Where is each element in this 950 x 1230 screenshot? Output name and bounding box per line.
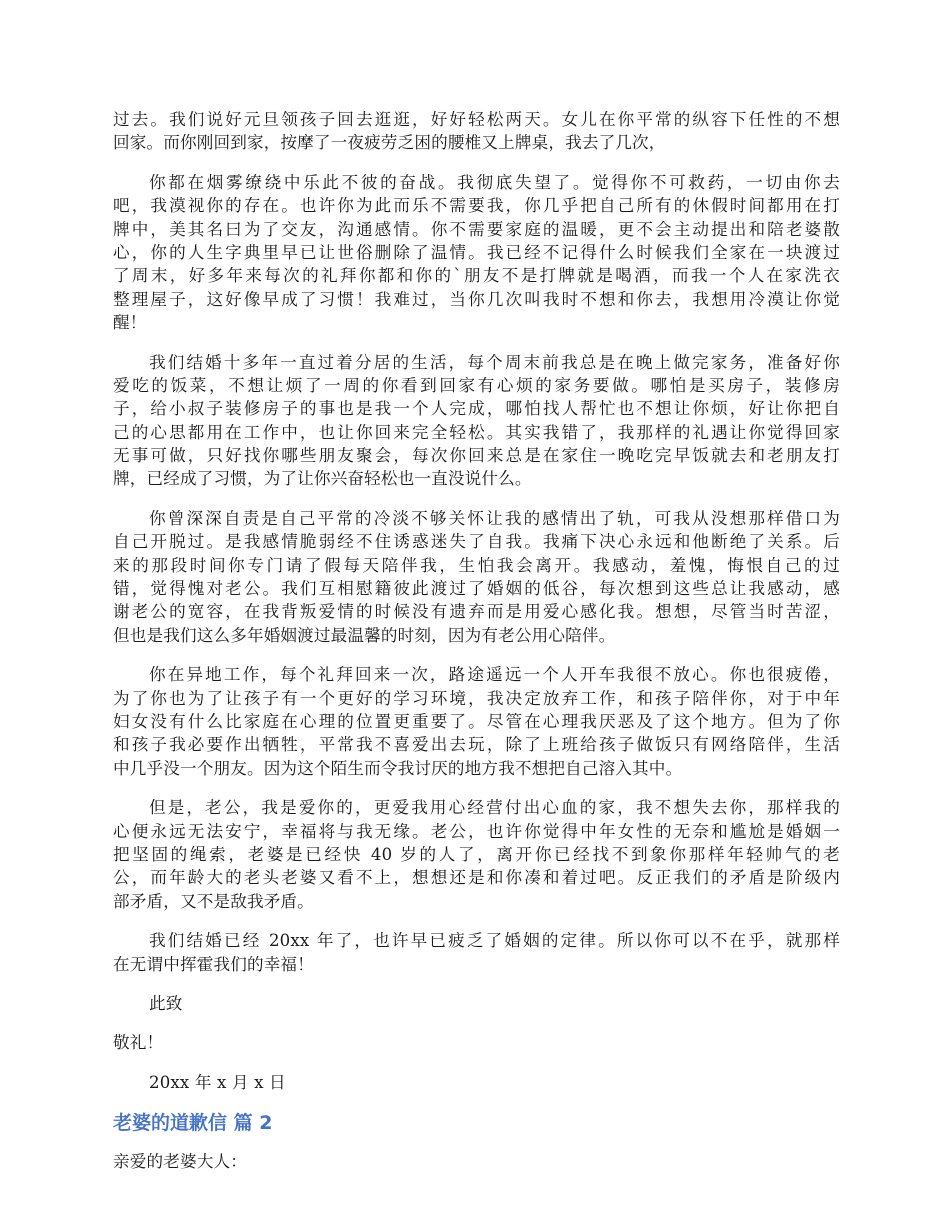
text-line: 我们结婚已经 20xx 年了，也许早已疲乏了婚姻的定律。所以你可以不在乎，就那样 [149, 931, 840, 951]
text-line: 醒！ [113, 313, 147, 333]
text-line: 妇女没有什么比家庭在心理的位置更重要了。尽管在心理我厌恶及了这个地方。但为了你 [113, 711, 840, 731]
text-line: 心，你的人生字典里早已让世俗删除了温情。我已经不记得什么时候我们全家在一块渡过 [113, 242, 840, 262]
paragraph [113, 351, 840, 491]
salutation: 亲爱的老婆大人： [113, 1152, 247, 1172]
text-line: 此致 [149, 993, 183, 1013]
text-line: 牌中，美其名曰为了交友，沟通感情。你不需要家庭的温暖，更不会主动提出和陪老婆散 [113, 219, 840, 239]
text-line: 中几乎没一个朋友。因为这个陌生而令我讨厌的地方我不想把自己溶入其中。 [113, 758, 683, 778]
text-line: 20xx 年 x 月 x 日 [149, 1072, 286, 1092]
text-line: 自己开脱过。是我感情脆弱经不住诱惑迷失了自我。我痛下决心永远和他断绝了关系。后 [113, 532, 840, 552]
text-line: 来的那段时间你专门请了假每天陪伴我，生怕我会离开。我感动，羞愧，悔恨自己的过 [113, 555, 840, 575]
text-line: 但是，老公，我是爱你的，更爱我用心经营付出心血的家，我不想失去你，那样我的 [149, 798, 840, 818]
text-line: 敬礼！ [113, 1033, 164, 1053]
text-line: 部矛盾，又不是敌我矛盾。 [113, 891, 314, 911]
closing-regards [113, 1031, 840, 1054]
text-line: 回家。而你刚回到家，按摩了一夜疲劳乏困的腰椎又上牌桌，我去了几次， [113, 133, 666, 153]
text-line: 我们结婚十多年一直过着分居的生活，每个周末前我总是在晚上做完家务，准备好你 [149, 352, 840, 372]
text-line: 错，觉得愧对老公。我们互相慰籍彼此渡过了婚姻的低谷，每次想到这些总让我感动，感 [113, 579, 840, 599]
text-line: 在无谓中挥霍我们的幸福！ [113, 954, 314, 974]
document-page [113, 108, 840, 1173]
text-line: 谢老公的宽容，在我背叛爱情的时候没有遗弃而是用爱心感化我。想想，尽管当时苦涩， [113, 602, 840, 622]
text-line: 子，给小叔子装修房子的事也是我一个人完成，哪怕找人帮忙也不想让你烦，好让你把自 [113, 399, 840, 419]
text-line: 你曾深深自责是自己平常的冷淡不够关怀让我的感情出了轨，可我从没想那样借口为 [149, 508, 840, 528]
text-line: 整理屋子，这好像早成了习惯！我难过，当你几次叫我时不想和你去，我想用冷漠让你觉 [113, 289, 840, 309]
text-line: 你在异地工作，每个礼拜回来一次，路途遥远一个人开车我很不放心。你也很疲倦， [149, 665, 840, 685]
closing-line [113, 992, 840, 1015]
text-line: 爱吃的饭菜，不想让烦了一周的你看到回家有心烦的家务要做。哪怕是买房子，装修房 [113, 375, 840, 395]
text-line: 过去。我们说好元旦领孩子回去逛逛，好好轻松两天。女儿在你平常的纵容下任性的不想 [113, 110, 840, 129]
paragraph [113, 796, 840, 913]
text-line: 但也是我们这么多年婚姻渡过最温馨的时刻，因为有老公用心陪伴。 [113, 625, 616, 645]
text-line: 公，而年龄大的老头老婆又看不上，想想还是和你凑和着过吧。反正我们的矛盾是阶级内 [113, 868, 840, 888]
text-line: 无事可做，只好找你哪些朋友聚会，每次你回来总是在家住一晚吃完早饭就去和老朋友打 [113, 446, 840, 466]
paragraph [113, 108, 840, 155]
text-line: 吧，我漠视你的存在。也许你为此而乐不需要我，你几乎把自己所有的休假时间都用在打 [113, 196, 840, 216]
text-line: 心便永远无法安宁，幸福将与我无缘。老公，也许你觉得中年女性的无奈和尴尬是婚姻一 [113, 821, 840, 841]
text-line: 把坚固的绳索，老婆是已经快 40 岁的人了，离开你已经找不到象你那样年轻帅气的老 [113, 844, 840, 864]
paragraph [113, 507, 840, 647]
section-heading: 老婆的道歉信 篇 2 [113, 1112, 273, 1135]
paragraph [113, 171, 840, 335]
text-line: 你都在烟雾缭绕中乐此不彼的奋战。我彻底失望了。觉得你不可救药，一切由你去 [149, 172, 840, 192]
text-line: 为了你也为了让孩子有一个更好的学习环境，我决定放弃工作，和孩子陪伴你，对于中年 [113, 688, 840, 708]
paragraph [113, 663, 840, 780]
paragraph [113, 929, 840, 976]
letter-date [113, 1071, 840, 1094]
text-line: 和孩子我必要作出牺牲，平常我不喜爱出去玩，除了上班给孩子做饭只有网络陪伴，生活 [113, 735, 840, 755]
text-line: 了周末，好多年来每次的礼拜你都和你的`朋友不是打牌就是喝酒，而我一个人在家洗衣 [113, 266, 840, 286]
text-line: 牌，已经成了习惯，为了让你兴奋轻松也一直没说什么。 [113, 469, 532, 489]
text-line: 己的心思都用在工作中，也让你回来完全轻松。其实我错了，我那样的礼遇让你觉得回家 [113, 422, 840, 442]
